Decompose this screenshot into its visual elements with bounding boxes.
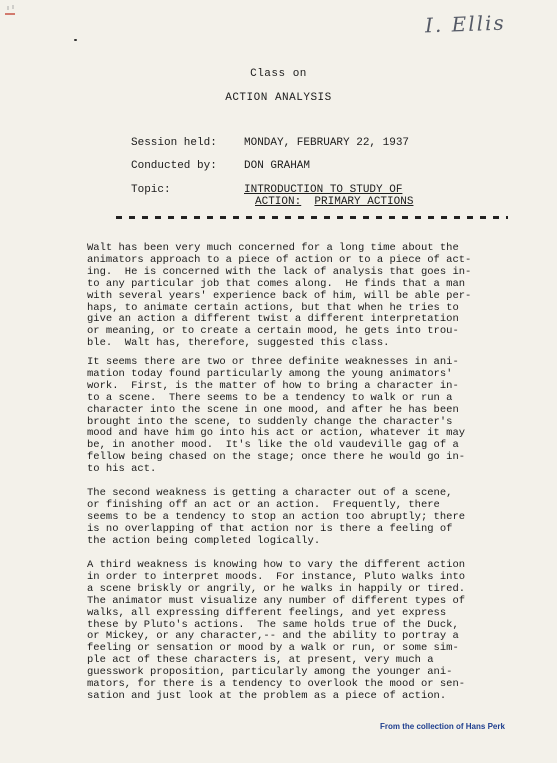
paragraph-line: A third weakness is knowing how to vary the different action xyxy=(87,559,466,571)
paragraph-line: a scene briskly or angrily, or he walks in happily or tired. xyxy=(87,582,466,595)
paragraph-line: guesswork proposition, particularly among the younger ani- xyxy=(87,666,453,679)
paragraph-line: Walt has been very much concerned for a long time about the xyxy=(87,242,459,254)
corner-mark-icon xyxy=(4,4,24,18)
paragraph-line: the action being completed logically. xyxy=(87,534,321,547)
paragraph-line: mood and have him go into his act or action, whatever it may xyxy=(87,427,466,440)
paragraph-line: fellow being chased on the stage; once there he would go in- xyxy=(87,451,466,464)
paragraph-line: The second weakness is getting a character out of a scene, xyxy=(87,487,453,499)
class-heading: Class on xyxy=(250,68,307,80)
paragraph-line: character into the scene in one mood, and after he has been xyxy=(87,403,459,416)
conducted-value: DON GRAHAM xyxy=(244,160,311,172)
paragraph-line: be, in another mood. It's like the old vaudeville gag of a xyxy=(87,439,459,452)
paragraph-line: in order to interpret moods. For instance, Pluto walks into xyxy=(87,570,466,583)
topic-action: ACTION: xyxy=(255,196,302,208)
paragraph-line: mation today found particularly among the young animators' xyxy=(87,367,453,380)
collection-credit: From the collection of Hans Perk xyxy=(380,722,505,731)
class-title: ACTION ANALYSIS xyxy=(225,92,332,104)
paragraph-line: to a scene. There seems to be a tendency to walk or run a xyxy=(87,391,453,404)
paragraph-line: work. First, is the matter of how to bring a character in- xyxy=(87,379,459,392)
conducted-label: Conducted by: xyxy=(131,160,217,172)
paragraph-line: walks, all expressing different feelings, and yet express xyxy=(87,606,447,619)
topic-line-1: INTRODUCTION TO STUDY OF xyxy=(244,184,403,196)
paragraph-line: It seems there are two or three definite weaknesses in ani- xyxy=(87,356,459,368)
paragraph-1 xyxy=(87,243,527,350)
paragraph-line: ble. Walt has, therefore, suggested this class. xyxy=(87,337,390,350)
topic-line-2 xyxy=(244,196,413,208)
dashed-divider xyxy=(116,216,508,219)
paragraph-line: give an action a different twist a different interpretation xyxy=(87,313,459,326)
paragraph-line: is no overlapping of that action nor is there a feeling of xyxy=(87,522,453,535)
topic-primary-actions: PRIMARY ACTIONS xyxy=(314,196,414,208)
paragraph-line: to his act. xyxy=(87,463,157,476)
paragraph-line: haps, to animate certain actions, but that when he tries to xyxy=(87,301,459,314)
paragraph-line: sation and just look at the problem as a piece of action. xyxy=(87,689,447,702)
paragraph-line: mators, for there is a tendency to overlook the mood or sen- xyxy=(87,678,466,691)
paragraph-line: or Mickey, or any character,-- and the ability to portray a xyxy=(87,630,459,643)
paragraph-3 xyxy=(87,488,527,548)
paragraph-line: seems to be a tendency to stop an action too abruptly; there xyxy=(87,510,466,523)
paragraph-line: ing. He is concerned with the lack of analysis that goes in- xyxy=(87,265,472,278)
paragraph-line: animators approach to a piece of action or to a piece of act- xyxy=(87,253,472,266)
paragraph-line: these by Pluto's actions. The same holds true of the Duck, xyxy=(87,618,459,631)
paragraph-line: or finishing off an act or an action. Frequently, there xyxy=(87,498,440,511)
paragraph-line: The animator must visualize any number of different types of xyxy=(87,594,466,607)
paragraph-line: feeling or sensation or mood by a walk or run, or some sim- xyxy=(87,642,459,655)
paragraph-line: to any particular job that comes along. He finds that a man xyxy=(87,277,466,290)
paragraph-4 xyxy=(87,560,527,703)
paragraph-2 xyxy=(87,357,527,476)
topic-label: Topic: xyxy=(131,184,171,196)
paragraph-line: or meaning, or to create a certain mood, he gets into trou- xyxy=(87,325,459,338)
paragraph-line: ple act of these characters is, at present, very much a xyxy=(87,654,434,667)
handwritten-signature: I. Ellis xyxy=(424,10,507,38)
paragraph-line: with several years' experience back of him, will be able per- xyxy=(87,289,472,302)
session-value: MONDAY, FEBRUARY 22, 1937 xyxy=(244,137,410,149)
paragraph-line: brought into the scene, to suddenly change the character's xyxy=(87,415,453,428)
ink-dot xyxy=(74,39,77,41)
session-label: Session held: xyxy=(131,137,217,149)
topic-value xyxy=(244,184,413,208)
